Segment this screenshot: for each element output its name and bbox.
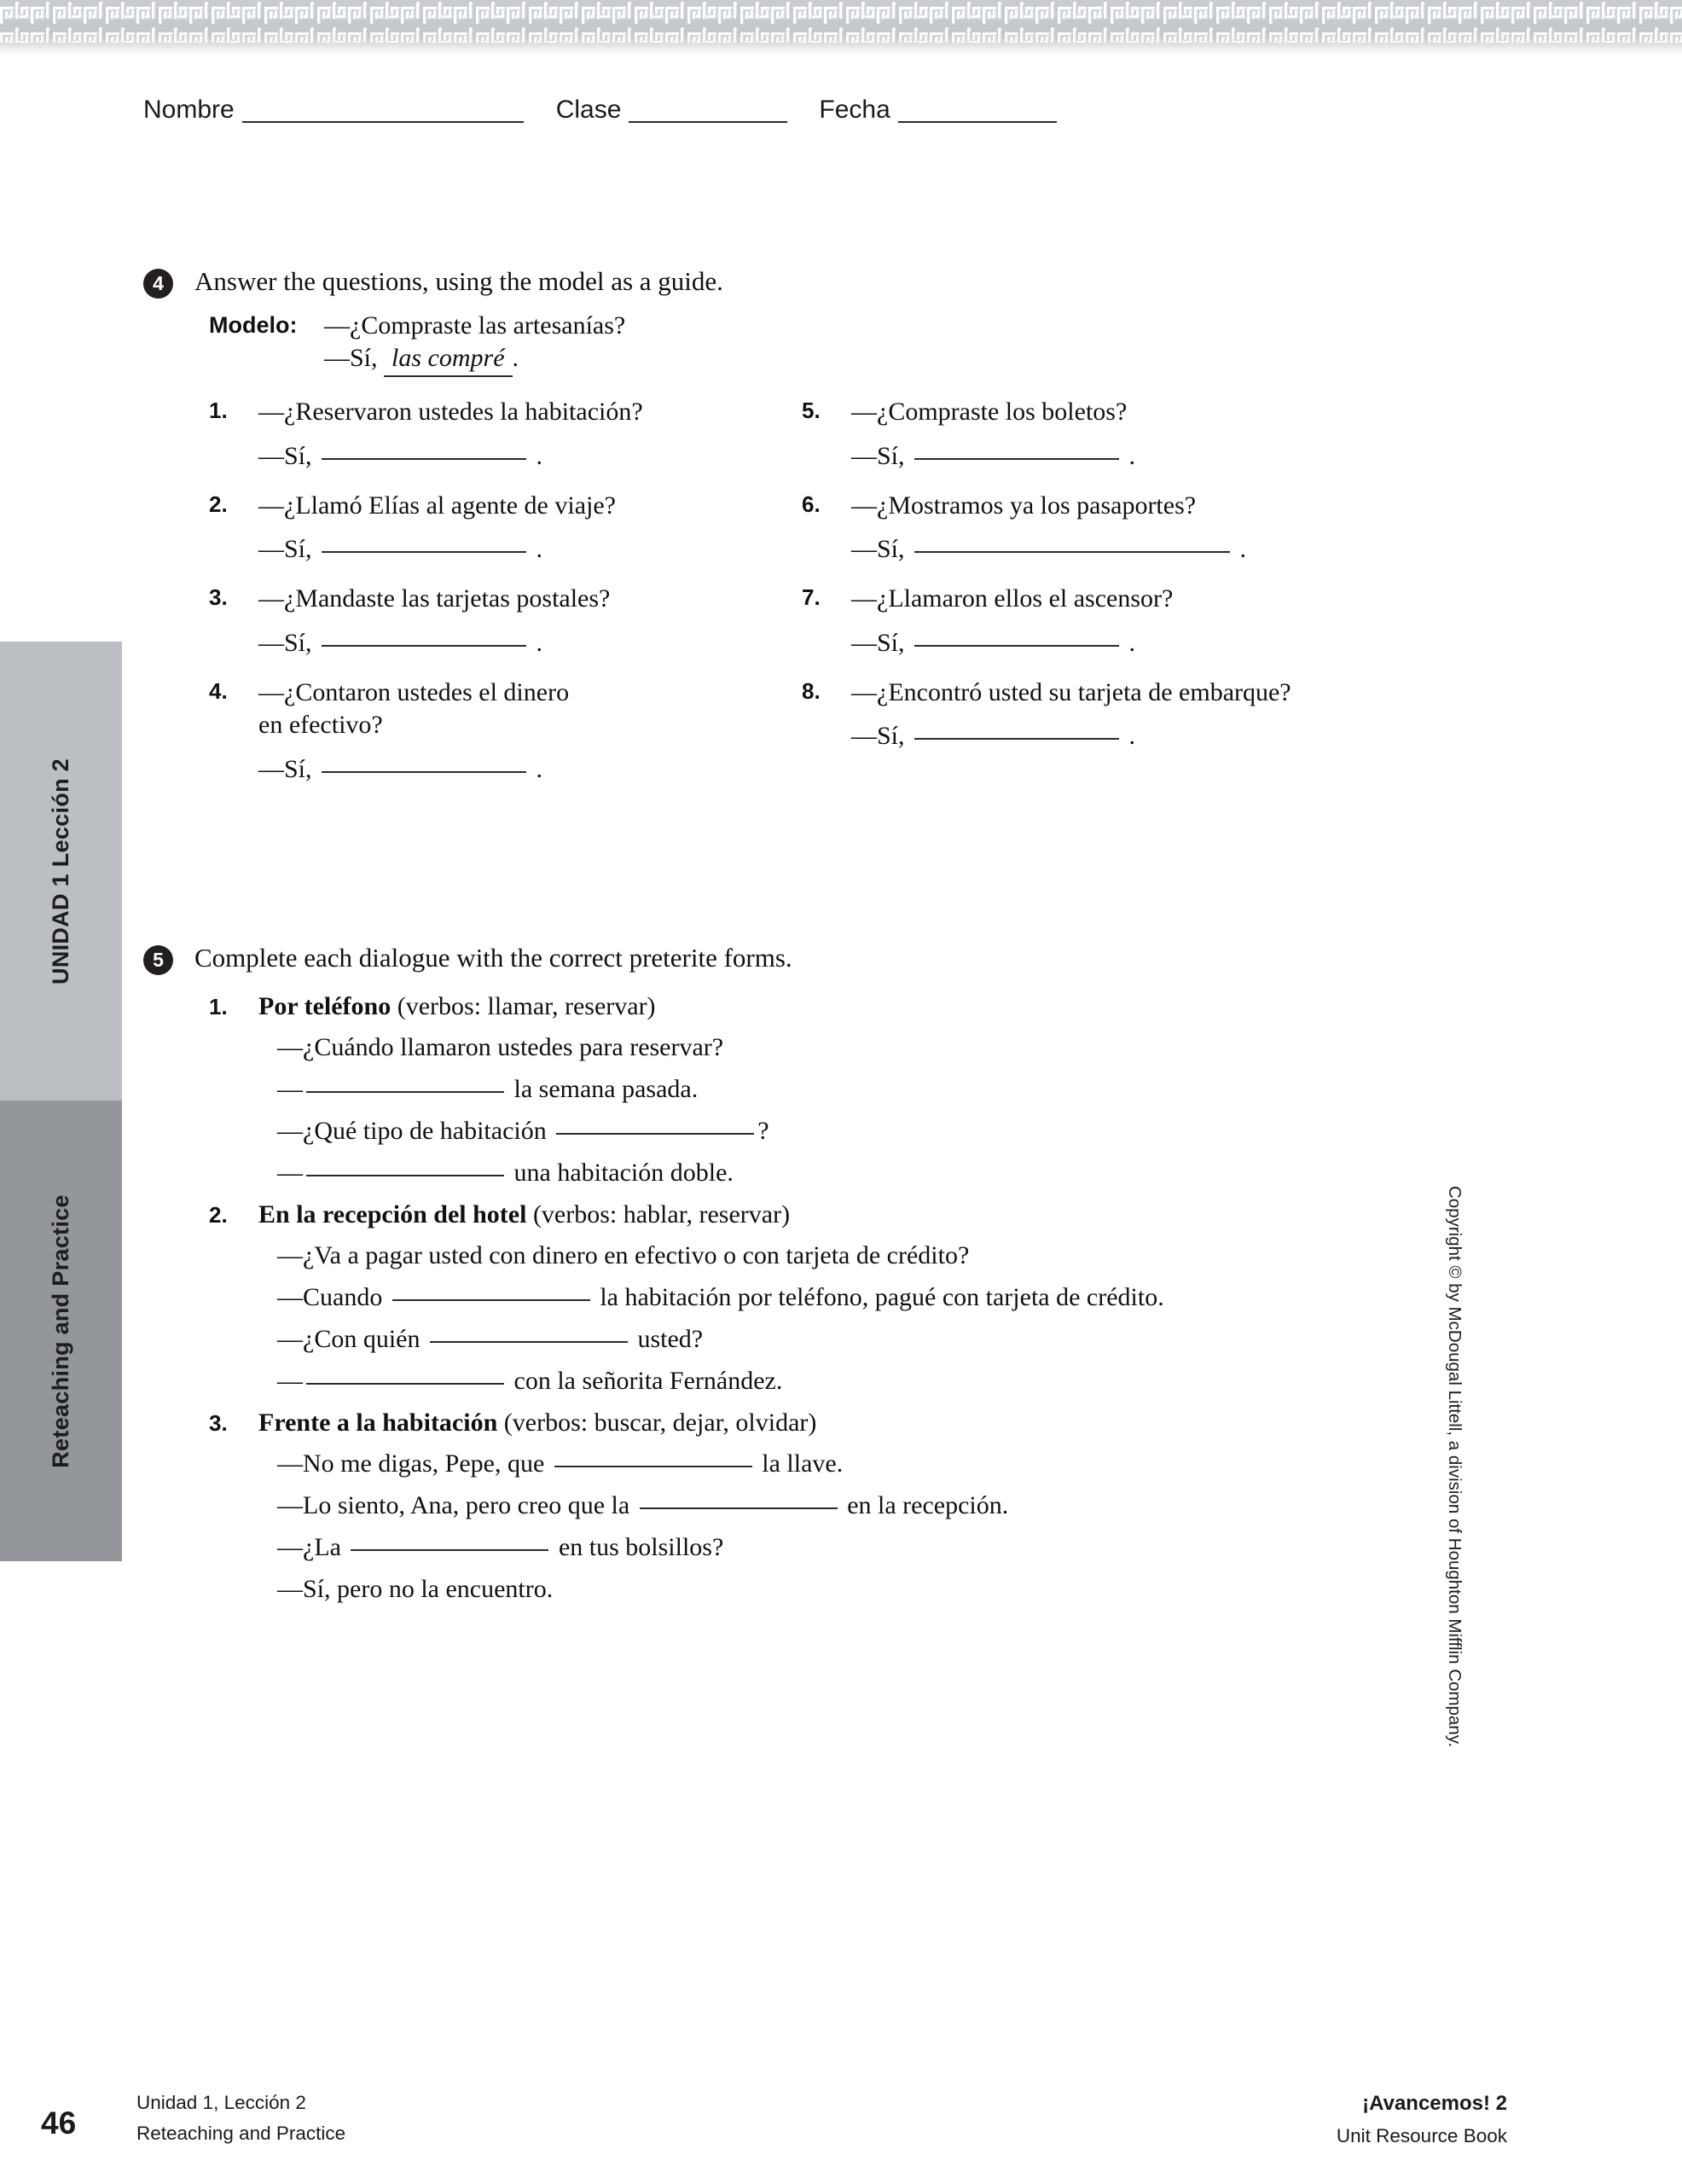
answer-line [258,440,738,473]
question-text-continued: en efectivo? [258,711,383,740]
exercise-4-instruction: Answer the questions, using the model as a guide. [194,266,723,296]
dialogue-line-after: la semana pasada. [508,1074,699,1103]
fecha-field[interactable] [819,96,1056,126]
fecha-label: Fecha [819,96,890,124]
dialogue-blank[interactable] [306,1383,504,1385]
answer-suffix: . [1122,722,1136,751]
modelo-question: —¿Compraste las artesanías? [324,311,626,340]
question-number: 3. [209,584,228,611]
answer-prefix: —Sí, [258,535,319,564]
dialogue-blank[interactable] [430,1341,628,1343]
footer-book-subtitle: Unit Resource Book [1336,2124,1507,2146]
answer-suffix: . [1233,535,1247,564]
exercise-4-question-grid [0,396,1682,874]
dialogue-line-before: —No me digas, Pepe, que [277,1449,551,1478]
dialogue-blank[interactable] [554,1466,752,1467]
answer-line [258,627,738,660]
answer-blank[interactable] [322,551,526,553]
dialogue-line-after: una habitación doble. [508,1158,734,1187]
answer-blank[interactable] [914,738,1119,740]
answer-blank[interactable] [322,458,526,460]
dialogue-item [209,1409,1682,1605]
question-number: 5. [802,398,821,424]
dialogue-blank[interactable] [640,1507,838,1509]
student-info-row [143,96,1057,126]
dialogue-title-verbs: (verbos: buscar, dejar, olvidar) [497,1408,817,1437]
page-number: 46 [41,2106,77,2140]
question-item [802,583,1399,659]
modelo-label: Modelo: [209,311,298,338]
dialogue-line [277,1240,1682,1271]
modelo-answer-prefix: —Sí, [324,344,378,373]
clase-field[interactable] [556,96,788,126]
dialogue-line-after: con la señorita Fernández. [508,1366,783,1395]
footer-book-title: ¡Avancemos! 2 [1362,2092,1507,2115]
dialogue-line-before: —¿Cuándo llamaron ustedes para reservar? [277,1032,724,1061]
answer-blank[interactable] [322,645,526,647]
answer-line [851,720,1399,753]
dialogue-line [277,1324,1682,1355]
modelo-answer-value: las compré [384,342,512,377]
answer-prefix: —Sí, [851,722,912,751]
decorative-header-band [0,0,1682,61]
question-text: —¿Llamaron ellos el ascensor? [851,584,1174,613]
exercise-4-heading [0,266,1682,297]
modelo-content [324,310,625,378]
question-item [209,490,738,566]
dialogue-title-bold: Por teléfono [258,991,392,1020]
dialogue-number: 3. [209,1409,228,1436]
footer-left [136,2088,345,2150]
dialogue-title-verbs: (verbos: hablar, reservar) [526,1199,791,1228]
nombre-field[interactable] [143,96,524,126]
exercise-4-left-column [209,396,738,802]
question-item [209,677,738,787]
question-number: 6. [802,491,821,517]
dialogue-line [277,1074,1682,1105]
exercise-4-right-column [802,396,1399,770]
side-tab-reteaching-label: Reteaching and Practice [48,1194,74,1468]
dialogue-blank[interactable] [556,1133,754,1135]
dialogue-line [277,1574,1682,1605]
dialogue-title [258,992,1682,1021]
dialogue-line [277,1532,1682,1563]
modelo-answer-suffix: . [512,344,519,373]
dialogue-line [277,1449,1682,1479]
question-item [802,490,1399,566]
answer-blank[interactable] [914,645,1119,647]
answer-line [258,533,738,566]
footer-right [1337,2088,1507,2152]
dialogue-line-after: ? [757,1116,769,1145]
answer-line [851,627,1399,660]
clase-input-rule[interactable] [629,121,787,123]
answer-suffix: . [1122,442,1136,471]
dialogue-blank[interactable] [351,1549,548,1551]
dialogue-line-before: — [277,1158,303,1187]
question-text: —¿Contaron ustedes el dinero [258,677,570,706]
page-footer [0,2082,1682,2175]
dialogue-line-after: la habitación por teléfono, pagué con tarjeta de crédito. [593,1282,1164,1311]
dialogue-line [277,1366,1682,1397]
question-text: —¿Encontró usted su tarjeta de embarque? [851,677,1291,706]
band-fade [0,39,1682,61]
question-number: 4. [209,677,228,704]
question-text: —¿Llamó Elías al agente de viaje? [258,491,616,520]
side-tab-unidad-label: UNIDAD 1 Lección 2 [48,758,73,985]
footer-unit-lesson: Unidad 1, Lección 2 [136,2092,306,2113]
answer-prefix: —Sí, [851,442,912,471]
question-text: —¿Reservaron ustedes la habitación? [258,398,643,427]
dialogue-number: 2. [209,1201,228,1228]
clase-label: Clase [555,96,622,124]
answer-suffix: . [530,754,543,783]
question-number: 8. [802,677,821,704]
dialogue-item [209,992,1682,1188]
dialogue-line-after: en la recepción. [840,1490,1009,1519]
nombre-label: Nombre [143,96,235,124]
question-text: —¿Mandaste las tarjetas postales? [258,584,611,613]
answer-prefix: —Sí, [258,442,319,471]
question-item [802,677,1399,753]
dialogue-blank[interactable] [306,1091,504,1093]
exercise-5-heading [0,943,1682,973]
exercise-4-number-badge: 4 [143,269,173,299]
nombre-input-rule[interactable] [242,121,524,123]
dialogue-title [258,1200,1682,1229]
dialogue-title [258,1409,1682,1438]
question-item [209,396,738,473]
exercise-5 [0,943,1682,1617]
dialogue-line [277,1490,1682,1521]
answer-line [258,753,738,787]
dialogue-title-bold: Frente a la habitación [258,1408,498,1437]
question-text: —¿Compraste los boletos? [851,398,1128,427]
dialogue-line-before: —¿Qué tipo de habitación [277,1116,554,1145]
answer-suffix: . [1122,628,1136,657]
answer-suffix: . [530,442,543,471]
dialogue-title-verbs: (verbos: llamar, reservar) [391,991,656,1020]
question-number: 2. [209,491,228,517]
answer-blank[interactable] [914,458,1119,460]
answer-blank[interactable] [914,551,1230,553]
answer-prefix: —Sí, [258,628,319,657]
dialogue-line-before: —¿Con quién [277,1324,426,1353]
question-number: 1. [209,398,228,424]
dialogue-line-before: — [277,1366,303,1395]
exercise-5-instruction: Complete each dialogue with the correct preterite forms. [194,943,792,973]
answer-prefix: —Sí, [851,535,912,564]
answer-suffix: . [530,628,543,657]
dialogue-line [277,1032,1682,1063]
answer-prefix: —Sí, [258,754,319,783]
question-item [802,396,1399,473]
dialogue-number: 1. [209,993,228,1019]
exercise-5-number-badge: 5 [143,945,173,975]
dialogue-line-before: —Sí, pero no la encuentro. [277,1574,554,1603]
exercise-5-dialogue-list [0,992,1682,1605]
fecha-input-rule[interactable] [898,121,1057,123]
dialogue-line-before: —Cuando [277,1282,389,1311]
dialogue-line-before: —¿La [277,1532,348,1561]
answer-prefix: —Sí, [851,628,912,657]
dialogue-line [277,1158,1682,1188]
question-number: 7. [802,584,821,611]
dialogue-title-bold: En la recepción del hotel [258,1199,527,1228]
question-text: —¿Mostramos ya los pasaportes? [851,491,1197,520]
dialogue-line-before: — [277,1074,303,1103]
dialogue-line [277,1116,1682,1147]
exercise-4-modelo [0,310,1682,378]
exercise-4 [0,266,1682,874]
answer-suffix: . [530,535,543,564]
footer-section-name: Reteaching and Practice [136,2123,346,2145]
dialogue-line-after: en tus bolsillos? [552,1532,724,1561]
answer-line [851,440,1399,473]
dialogue-line-after: la llave. [755,1449,844,1478]
dialogue-line-after: usted? [630,1324,704,1353]
question-item [209,583,738,659]
dialogue-line [277,1282,1682,1313]
dialogue-blank[interactable] [392,1299,590,1301]
answer-blank[interactable] [322,771,526,773]
dialogue-line-before: —Lo siento, Ana, pero creo que la [277,1490,636,1519]
dialogue-item [209,1200,1682,1397]
copyright-notice: Copyright © by McDougal Littell, a division of Houghton Mifflin Company. [1445,1186,1464,1748]
answer-line [851,533,1399,566]
dialogue-blank[interactable] [306,1175,504,1176]
dialogue-line-before: —¿Va a pagar usted con dinero en efectivo o con tarjeta de crédito? [277,1240,970,1269]
